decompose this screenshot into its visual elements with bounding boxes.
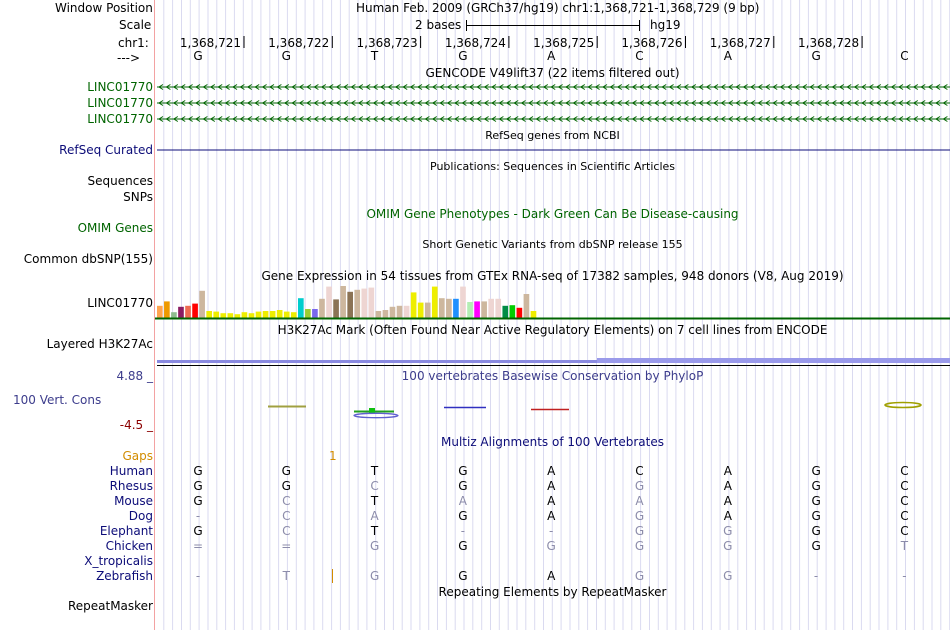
scale-assembly: hg19 — [650, 18, 681, 32]
gtex-tissue-bar — [340, 286, 346, 318]
gtex-tissue-bar — [228, 313, 234, 318]
alignment-base: G — [634, 479, 645, 493]
gtex-tissue-bar — [467, 302, 473, 318]
alignment-base: A — [723, 494, 732, 508]
gtex-tissue-bar — [383, 310, 389, 318]
alignment-base: G — [723, 539, 733, 553]
species-label[interactable]: Chicken — [105, 539, 153, 553]
conservation-label[interactable]: 100 Vert. Cons — [13, 393, 102, 407]
sequence-base: G — [458, 49, 468, 63]
gtex-tissue-bar — [157, 306, 163, 318]
gtex-tissue-bar — [411, 292, 417, 318]
alignment-base: - — [549, 524, 554, 538]
sequence-base: A — [547, 49, 556, 63]
dbsnp-label[interactable]: Common dbSNP(155) — [23, 252, 153, 266]
alignment-base: C — [900, 494, 909, 508]
gtex-tissue-bar — [220, 313, 226, 318]
alignment-base: T — [370, 524, 379, 538]
refseq-label[interactable]: RefSeq Curated — [59, 143, 153, 157]
alignment-base: G — [458, 509, 468, 523]
gtex-tissue-bar — [256, 312, 262, 318]
gtex-tissue-bar — [531, 311, 537, 318]
alignment-base: G — [723, 524, 733, 538]
gtex-tissue-bar — [404, 306, 410, 318]
alignment-base: T — [370, 494, 379, 508]
alignment-base: G — [193, 524, 203, 538]
alignment-base: C — [900, 479, 909, 493]
conservation-scale-max: 4.88 _ — [116, 369, 153, 383]
alignment-base: G — [634, 539, 645, 553]
alignment-base: A — [723, 479, 732, 493]
species-label[interactable]: Zebrafish — [96, 569, 153, 583]
alignment-base: T — [370, 464, 379, 478]
gtex-tissue-bar — [270, 311, 276, 318]
alignment-base: G — [811, 479, 821, 493]
gtex-gene-label[interactable]: LINC01770 — [87, 296, 153, 310]
alignment-base: G — [281, 464, 291, 478]
alignment-base: A — [458, 494, 467, 508]
gtex-tissue-bar — [446, 299, 452, 318]
gtex-tissue-bar — [460, 287, 466, 318]
alignment-base: C — [370, 479, 379, 493]
alignment-base: A — [547, 509, 556, 523]
alignment-base: A — [547, 479, 556, 493]
gtex-tissue-bar — [524, 294, 530, 318]
sequence-base: T — [370, 49, 379, 63]
h3k27ac-signal — [597, 358, 950, 363]
refseq-track-title[interactable]: RefSeq genes from NCBI — [485, 129, 620, 142]
gtex-tissue-bar — [390, 307, 396, 318]
alignment-base: A — [547, 464, 556, 478]
alignment-base: A — [547, 569, 556, 583]
alignment-base: T — [900, 539, 909, 553]
alignment-base: G — [811, 539, 821, 553]
gtex-tissue-bar — [171, 312, 177, 318]
alignment-base: G — [458, 464, 468, 478]
alignment-base: A — [723, 509, 732, 523]
sequence-base: G — [281, 49, 291, 63]
alignment-base: G — [369, 539, 380, 553]
gtex-tissue-bar — [369, 288, 375, 318]
gtex-tissue-bar — [192, 304, 198, 318]
gencode-item-label[interactable]: LINC01770 — [87, 112, 153, 126]
coordinate-label: 1,368,722 — [268, 36, 330, 50]
alignment-base: A — [547, 494, 556, 508]
gtex-tissue-bar — [242, 312, 248, 318]
gtex-tissue-bar — [284, 312, 290, 318]
gtex-tissue-bar — [488, 299, 494, 318]
alignment-base: C — [900, 509, 909, 523]
gtex-tissue-bar — [326, 287, 332, 318]
dbsnp-track-title[interactable]: Short Genetic Variants from dbSNP release 155 — [422, 238, 683, 251]
alignment-base: = — [281, 539, 292, 553]
gtex-tissue-bar — [277, 310, 283, 318]
alignment-base: G — [458, 479, 468, 493]
gtex-tissue-bar — [185, 306, 191, 318]
gtex-tissue-bar — [361, 289, 367, 318]
gaps-label[interactable]: Gaps — [122, 449, 153, 463]
coordinate-label: 1,368,726 — [621, 36, 683, 50]
omim-track-title[interactable]: OMIM Gene Phenotypes - Dark Green Can Be Disease-causing — [366, 207, 739, 221]
sequence-base: G — [811, 49, 821, 63]
alignment-base: C — [282, 524, 291, 538]
alignment-base: G — [458, 539, 468, 553]
alignment-base: G — [811, 509, 821, 523]
gtex-tissue-bar — [418, 303, 424, 318]
gtex-tissue-bar — [298, 298, 304, 318]
gtex-tissue-bar — [347, 292, 353, 318]
publications-track-title[interactable]: Publications: Sequences in Scientific Articles — [430, 160, 675, 173]
alignment-base: A — [370, 509, 379, 523]
coordinate-label: 1,368,725 — [533, 36, 595, 50]
gtex-tissue-bar — [291, 312, 297, 318]
alignment-base: C — [635, 464, 644, 478]
coordinate-label: 1,368,721 — [179, 36, 241, 50]
alignment-base: G — [634, 509, 645, 523]
alignment-base: G — [193, 494, 203, 508]
conservation-track-title[interactable]: 100 vertebrates Basewise Conservation by PhyloP — [401, 369, 704, 383]
multiz-track-title[interactable]: Multiz Alignments of 100 Vertebrates — [440, 435, 665, 449]
gtex-track-title[interactable]: Gene Expression in 54 tissues from GTEx RNA-seq of 17382 samples, 948 donors (V8, Aug 2019) — [261, 269, 844, 283]
omim-label[interactable]: OMIM Genes — [77, 221, 153, 235]
alignment-base: G — [546, 539, 556, 553]
gencode-item-label[interactable]: LINC01770 — [87, 80, 153, 94]
alignment-base: G — [458, 569, 468, 583]
sequence-base: C — [900, 49, 909, 63]
sequence-base: A — [723, 49, 732, 63]
alignment-base: - — [460, 524, 466, 538]
gtex-tissue-bar — [495, 299, 501, 318]
alignment-base: C — [282, 494, 291, 508]
publications-snps-label[interactable]: SNPs — [123, 190, 153, 204]
window-position-label: Window Position — [55, 1, 153, 15]
gaps-count: 1 — [329, 449, 337, 463]
gtex-tissue-bar — [432, 287, 438, 318]
h3k27ac-label[interactable]: Layered H3K27Ac — [46, 337, 153, 351]
gtex-tissue-bar — [333, 299, 339, 318]
gtex-tissue-bar — [305, 309, 311, 318]
alignment-base: - — [902, 569, 907, 583]
publications-sequences-label[interactable]: Sequences — [87, 174, 153, 188]
alignment-base: = — [192, 539, 204, 553]
chromosome-label: chr1: — [118, 36, 149, 50]
repeatmasker-track-title[interactable]: Repeating Elements by RepeatMasker — [438, 585, 667, 599]
alignment-base: A — [635, 494, 644, 508]
alignment-base: - — [195, 569, 201, 583]
gtex-tissue-bar — [312, 309, 318, 318]
scale-label: Scale — [119, 18, 152, 32]
h3k27ac-track-title[interactable]: H3K27Ac Mark (Often Found Near Active Regulatory Elements) on 7 cell lines from ENCODE — [277, 323, 828, 337]
alignment-base: A — [723, 464, 732, 478]
coordinate-label: 1,368,724 — [444, 36, 506, 50]
gtex-tissue-bar — [502, 306, 508, 318]
alignment-base: G — [193, 479, 203, 493]
alignment-base: C — [900, 524, 909, 538]
sequence-base: G — [193, 49, 203, 63]
strand-label[interactable]: ---> — [117, 51, 141, 65]
scale-bases: 2 bases — [415, 18, 462, 32]
alignment-base: - — [813, 569, 819, 583]
gtex-tissue-bar — [213, 312, 219, 318]
conservation-scale-min: -4.5 _ — [119, 418, 153, 432]
alignment-base: G — [811, 524, 821, 538]
species-label[interactable]: Dog — [128, 509, 153, 523]
repeatmasker-label[interactable]: RepeatMasker — [67, 599, 153, 613]
alignment-base: C — [282, 509, 291, 523]
conservation-glyph — [369, 408, 375, 413]
gencode-item-label[interactable]: LINC01770 — [87, 96, 153, 110]
alignment-base: G — [811, 464, 821, 478]
alignment-base: T — [282, 569, 290, 583]
window-position-value[interactable]: Human Feb. 2009 (GRCh37/hg19) chr1:1,368,721-1,368,729 (9 bp) — [356, 1, 760, 15]
gtex-tissue-bar — [199, 291, 205, 318]
species-label[interactable]: Rhesus — [109, 479, 153, 493]
coordinate-label: 1,368,728 — [798, 36, 860, 50]
gtex-tissue-bar — [425, 303, 431, 318]
gtex-tissue-bar — [481, 301, 487, 318]
gtex-tissue-bar — [235, 314, 241, 318]
gencode-track-title[interactable]: GENCODE V49lift37 (22 items filtered out) — [425, 66, 680, 80]
species-label[interactable]: Human — [109, 464, 153, 478]
alignment-base: - — [195, 509, 201, 523]
gtex-tissue-bar — [453, 299, 459, 318]
gtex-tissue-bar — [354, 290, 360, 318]
alignment-base: G — [193, 464, 203, 478]
coordinate-label: 1,368,723 — [356, 36, 418, 50]
gtex-tissue-bar — [376, 311, 382, 318]
gtex-tissue-bar — [510, 305, 516, 318]
conservation-glyph — [354, 413, 398, 417]
coordinate-label: 1,368,727 — [709, 36, 771, 50]
gtex-tissue-bar — [319, 299, 325, 318]
alignment-base: G — [811, 494, 821, 508]
gtex-tissue-bar — [397, 306, 403, 318]
gtex-tissue-bar — [439, 298, 445, 318]
sequence-base: C — [635, 49, 644, 63]
alignment-base: G — [369, 569, 380, 583]
gtex-tissue-bar — [263, 311, 269, 318]
gtex-tissue-bar — [178, 307, 184, 318]
alignment-base: G — [281, 479, 291, 493]
gtex-tissue-bar — [164, 301, 170, 318]
species-label[interactable]: Mouse — [114, 494, 153, 508]
gtex-tissue-bar — [249, 313, 255, 318]
species-label[interactable]: Elephant — [99, 524, 153, 538]
species-label[interactable]: X_tropicalis — [84, 554, 153, 568]
gtex-tissue-bar — [474, 301, 480, 318]
alignment-base: C — [900, 464, 909, 478]
alignment-base: G — [723, 569, 733, 583]
gtex-tissue-bar — [206, 311, 212, 318]
gtex-tissue-bar — [517, 308, 523, 318]
alignment-base: G — [634, 569, 645, 583]
alignment-base: G — [634, 524, 645, 538]
conservation-glyph — [885, 403, 921, 408]
